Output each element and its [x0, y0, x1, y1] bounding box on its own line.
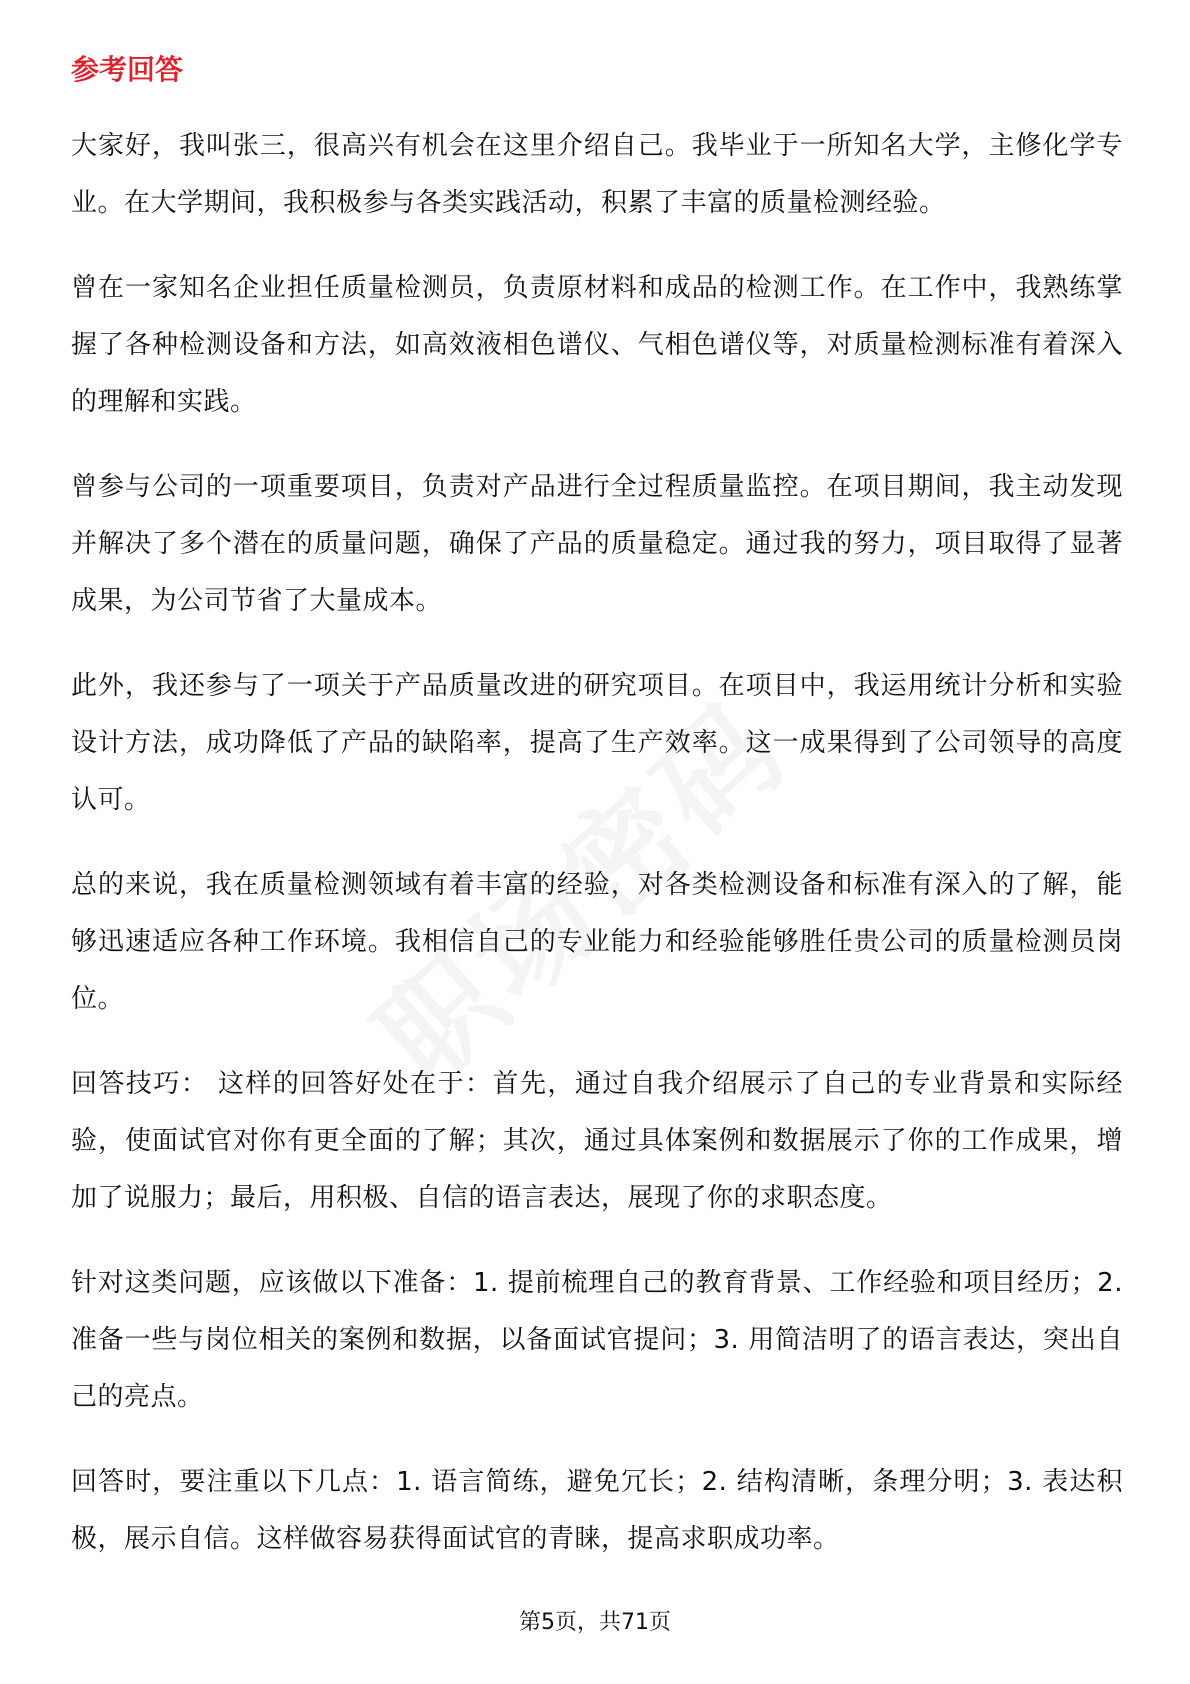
paragraph-summary: 总的来说，我在质量检测领域有着丰富的经验，对各类检测设备和标准有深入的了解，能够迅速适应各种工作环境。我相信自己的专业能力和经验能够胜任贵公司的质量检测员岗位。: [71, 870, 1123, 1014]
paragraph-project: 曾参与公司的一项重要项目，负责对产品进行全过程质量监控。在项目期间，我主动发现并解决了多个潜在的质量问题，确保了产品的质量稳定。通过我的努力，项目取得了显著成果，为公司节省了大量成本。: [71, 472, 1123, 616]
paragraph-preparation: 针对这类问题，应该做以下准备：1. 提前梳理自己的教育背景、工作经验和项目经历；2. 准备一些与岗位相关的案例和数据，以备面试官提问；3. 用简洁明了的语言表达，突出自己的亮点。: [71, 1268, 1123, 1412]
paragraph-work-experience: 曾在一家知名企业担任质量检测员，负责原材料和成品的检测工作。在工作中，我熟练掌握了各种检测设备和方法，如高效液相色谱仪、气相色谱仪等，对质量检测标准有着深入的理解和实践。: [71, 273, 1123, 417]
section-heading: 参考回答: [71, 53, 184, 86]
paragraph-research: 此外，我还参与了一项关于产品质量改进的研究项目。在项目中，我运用统计分析和实验设计方法，成功降低了产品的缺陷率，提高了生产效率。这一成果得到了公司领导的高度认可。: [71, 671, 1123, 815]
paragraph-intro: 大家好，我叫张三，很高兴有机会在这里介绍自己。我毕业于一所知名大学，主修化学专业。在大学期间，我积极参与各类实践活动，积累了丰富的质量检测经验。: [71, 131, 1123, 218]
answer-body: [71, 118, 1123, 1596]
paragraph-notes: 回答时，要注重以下几点：1. 语言简练，避免冗长；2. 结构清晰，条理分明；3. 表达积极，展示自信。这样做容易获得面试官的青睐，提高求职成功率。: [71, 1467, 1123, 1554]
paragraph-answer-tips: 回答技巧： 这样的回答好处在于：首先，通过自我介绍展示了自己的专业背景和实际经验，使面试官对你有更全面的了解；其次，通过具体案例和数据展示了你的工作成果，增加了说服力；最后，用积极、自信的语言表达，展现了你的求职态度。: [71, 1069, 1123, 1213]
page-number: 第5页，共71页: [519, 1610, 671, 1635]
